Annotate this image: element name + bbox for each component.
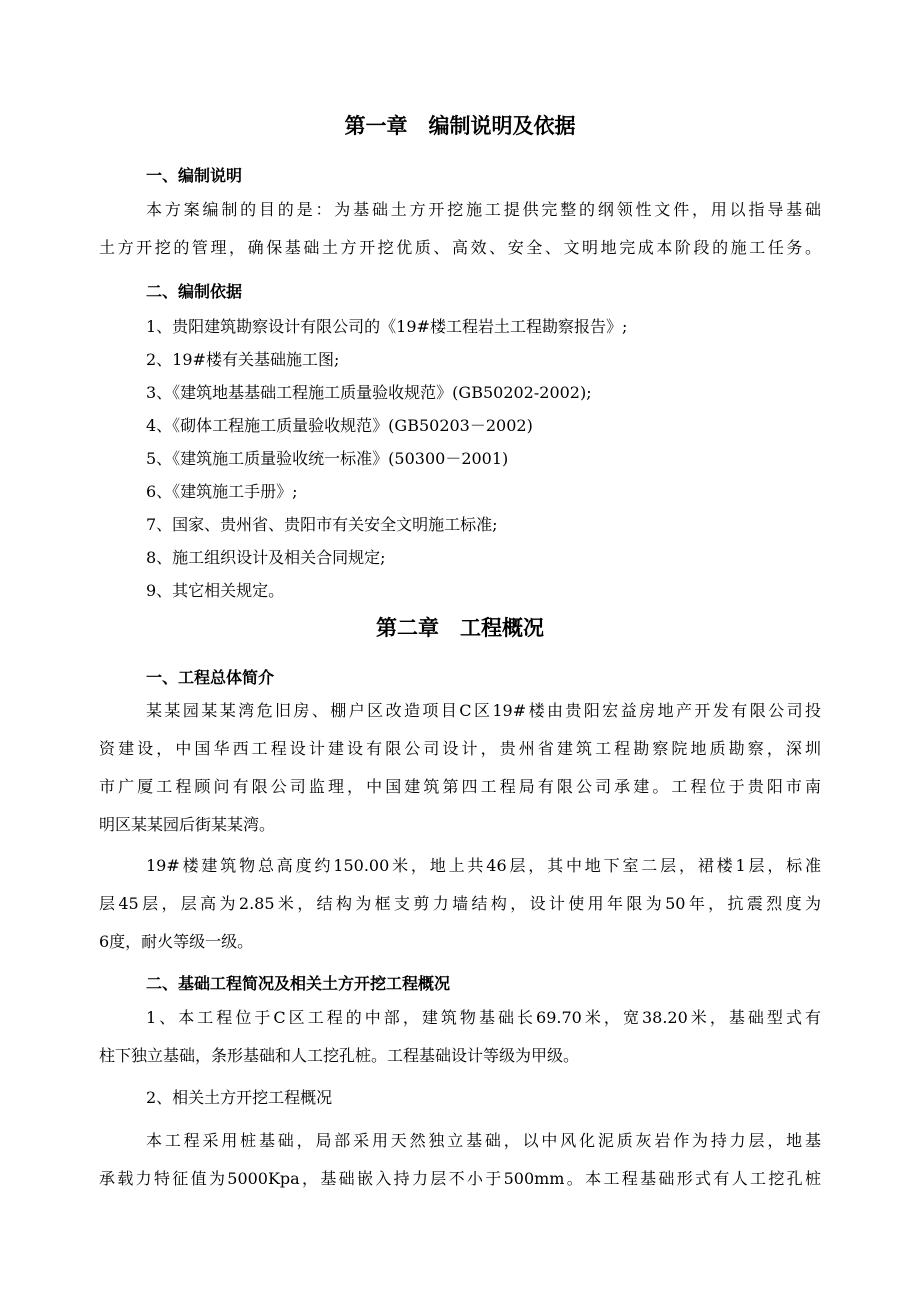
section-compilation-notes-heading: 一、编制说明	[146, 166, 243, 185]
foundation-p2: 2、相关土方开挖工程概况	[146, 1088, 333, 1107]
basis-item-5: 5、《建筑施工质量验收统一标准》(50300－2001)	[146, 449, 509, 468]
chapter-2-title: 第二章 工程概况	[376, 616, 544, 640]
basis-item-1: 1、贵阳建筑勘察设计有限公司的《19#楼工程岩土工程勘察报告》;	[146, 317, 628, 336]
overview-p1-line-4: 明区某某园后街某某湾。	[99, 815, 276, 834]
overview-p1-line-1: 某某园某某湾危旧房、棚户区改造项目C区19#楼由贵阳宏益房地产开发有限公司投	[146, 701, 821, 720]
basis-item-3: 3、《建筑地基基础工程施工质量验收规范》(GB50202-2002);	[146, 383, 592, 402]
basis-item-4: 4、《砌体工程施工质量验收规范》(GB50203－2002)	[146, 416, 533, 435]
foundation-p1-line-1: 1、本工程位于C区工程的中部，建筑物基础长69.70米，宽38.20米，基础型式有	[146, 1008, 821, 1027]
basis-item-2: 2、19#楼有关基础施工图;	[146, 350, 340, 369]
basis-item-8: 8、施工组织设计及相关合同规定;	[146, 548, 386, 567]
basis-item-6: 6、《建筑施工手册》;	[146, 482, 298, 501]
compilation-notes-line-2: 土方开挖的管理，确保基础土方开挖优质、高效、安全、文明地完成本阶段的施工任务。	[99, 238, 821, 257]
foundation-p3-line-2: 承载力特征值为5000Kpa，基础嵌入持力层不小于500mm。本工程基础形式有人工挖孔桩	[99, 1169, 821, 1188]
chapter-1-title: 第一章 编制说明及依据	[344, 114, 576, 138]
section-compilation-basis-heading: 二、编制依据	[146, 282, 243, 301]
section-project-overview-heading: 一、工程总体简介	[146, 668, 275, 687]
overview-p2-line-1: 19#楼建筑物总高度约150.00米，地上共46层，其中地下室二层，裙楼1层，标准	[146, 856, 821, 875]
overview-p2-line-2: 层45层，层高为2.85米，结构为框支剪力墙结构，设计使用年限为50年，抗震烈度为	[99, 894, 821, 913]
section-foundation-heading: 二、基础工程简况及相关土方开挖工程概况	[146, 974, 451, 993]
basis-item-7: 7、国家、贵州省、贵阳市有关安全文明施工标准;	[146, 515, 498, 534]
foundation-p1-line-2: 柱下独立基础，条形基础和人工挖孔桩。工程基础设计等级为甲级。	[99, 1046, 580, 1065]
compilation-notes-line-1: 本方案编制的目的是：为基础土方开挖施工提供完整的纲领性文件，用以指导基础	[146, 200, 821, 219]
foundation-p3-line-1: 本工程采用桩基础，局部采用天然独立基础，以中风化泥质灰岩作为持力层，地基	[146, 1131, 821, 1150]
overview-p1-line-3: 市广厦工程顾问有限公司监理，中国建筑第四工程局有限公司承建。工程位于贵阳市南	[99, 777, 821, 796]
overview-p1-line-2: 资建设，中国华西工程设计建设有限公司设计，贵州省建筑工程勘察院地质勘察，深圳	[99, 739, 821, 758]
basis-item-9: 9、其它相关规定。	[146, 581, 285, 600]
overview-p2-line-3: 6度，耐火等级一级。	[99, 932, 254, 951]
